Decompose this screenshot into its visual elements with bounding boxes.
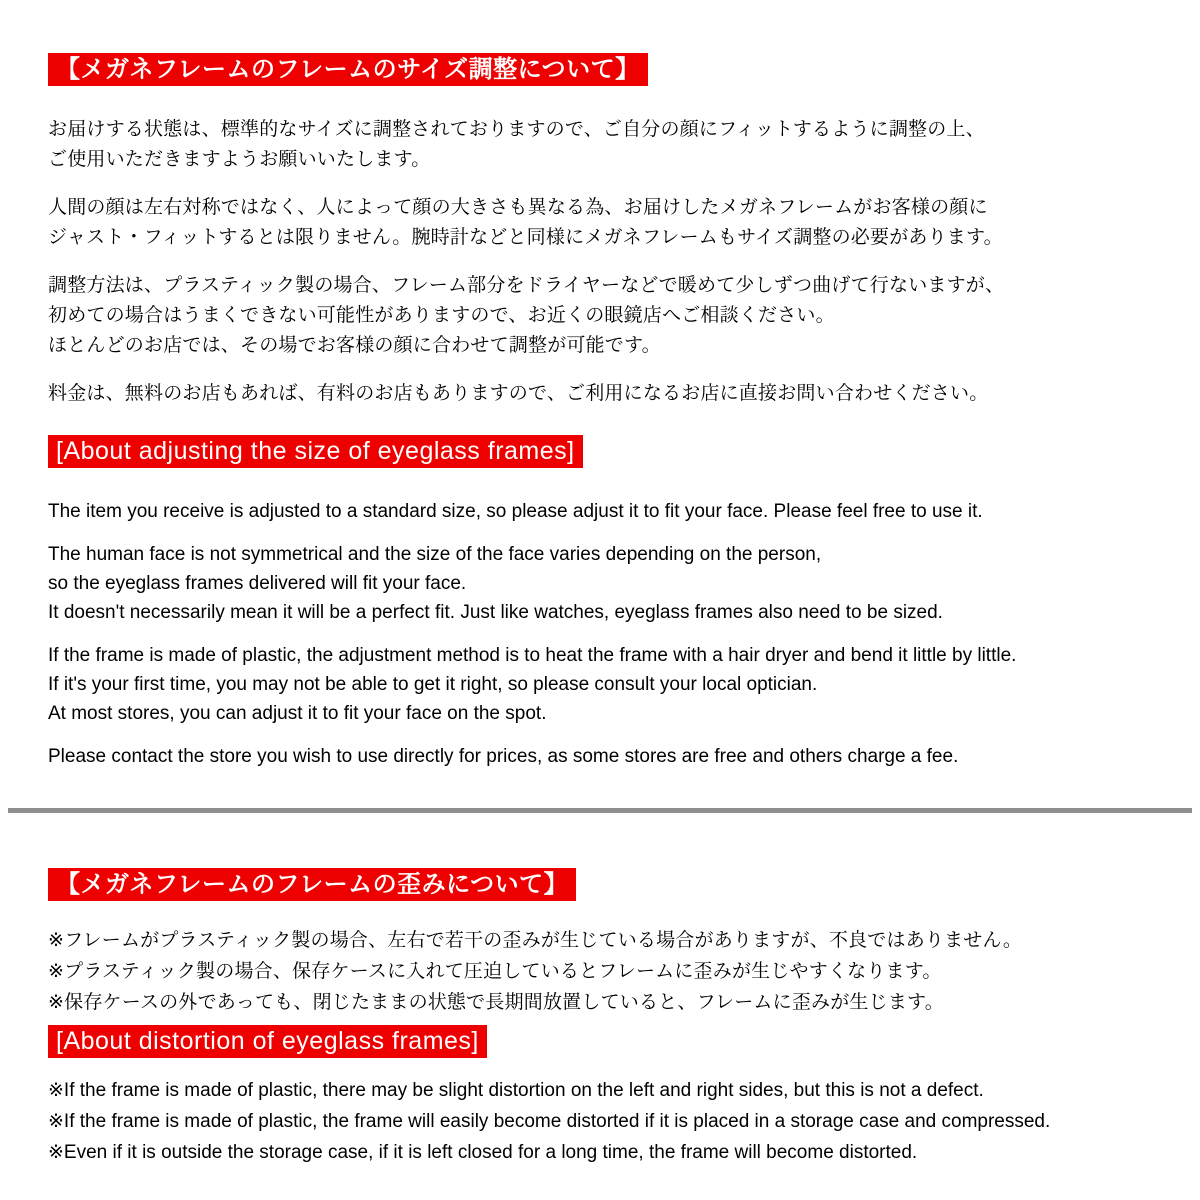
- en-size-paragraph-1: [48, 497, 1152, 526]
- text-line: The item you receive is adjusted to a standard size, so please adjust it to fit your face. Please feel free to use it.: [48, 501, 983, 522]
- text-line: 人間の顔は左右対称ではなく、人によって顔の大きさも異なる為、お届けしたメガネフレームがお客様の顔に: [48, 197, 988, 218]
- en-size-paragraph-2: [48, 540, 1152, 627]
- text-line: ご使用いただきますようお願いいたします。: [48, 149, 431, 170]
- text-line: 初めての場合はうまくできない可能性がありますので、お近くの眼鏡店へご相談ください。: [48, 305, 835, 326]
- size-adjustment-heading-jp: 【メガネフレームのフレームのサイズ調整について】: [48, 53, 648, 86]
- text-line: If the frame is made of plastic, the adjustment method is to heat the frame with a hair dryer and bend it little by little.: [48, 645, 1017, 666]
- section-size-adjustment-jp: [48, 53, 1152, 409]
- size-adjustment-heading-en: [About adjusting the size of eyeglass frames]: [48, 435, 583, 468]
- section-distortion-jp: [48, 868, 1152, 1018]
- heading-row: [48, 435, 1152, 468]
- distortion-heading-jp: 【メガネフレームのフレームの歪みについて】: [48, 868, 576, 901]
- distortion-heading-en: [About distortion of eyeglass frames]: [48, 1025, 487, 1058]
- en-size-paragraph-3: [48, 641, 1152, 728]
- jp-size-paragraph-1: [48, 115, 1152, 175]
- jp-size-paragraph-3: [48, 271, 1152, 361]
- text-line: Please contact the store you wish to use directly for prices, as some stores are free and others charge a fee.: [48, 746, 959, 767]
- text-line: 調整方法は、プラスティック製の場合、フレーム部分をドライヤーなどで暖めて少しずつ曲げて行ないますが、: [48, 275, 1005, 296]
- note-line: ※If the frame is made of plastic, the frame will easily become distorted if it is placed in a storage case and compressed.: [48, 1111, 1051, 1132]
- note-line: ※If the frame is made of plastic, there may be slight distortion on the left and right sides, but this is not a defect.: [48, 1080, 984, 1101]
- heading-row: [48, 1025, 1152, 1058]
- note-line: ※Even if it is outside the storage case, if it is left closed for a long time, the frame will become distorted.: [48, 1142, 918, 1163]
- section-distortion-en: [48, 1025, 1152, 1168]
- text-line: The human face is not symmetrical and the size of the face varies depending on the person,: [48, 544, 822, 565]
- text-line: If it's your first time, you may not be able to get it right, so please consult your local optician.: [48, 674, 818, 695]
- en-distortion-notes: [48, 1075, 1152, 1168]
- heading-row: [48, 53, 1152, 86]
- text-line: ほとんどのお店では、その場でお客様の顔に合わせて調整が可能です。: [48, 335, 661, 356]
- note-line: ※プラスティック製の場合、保存ケースに入れて圧迫しているとフレームに歪みが生じやすくなります。: [48, 961, 942, 982]
- en-size-paragraph-4: [48, 742, 1152, 771]
- section-size-adjustment-en: [48, 435, 1152, 771]
- section-divider: [8, 808, 1192, 813]
- jp-distortion-notes: [48, 925, 1152, 1018]
- text-line: 料金は、無料のお店もあれば、有料のお店もありますので、ご利用になるお店に直接お問い合わせください。: [48, 383, 989, 404]
- jp-size-paragraph-2: [48, 193, 1152, 253]
- text-line: ジャスト・フィットするとは限りません。腕時計などと同様にメガネフレームもサイズ調整の必要があります。: [48, 227, 1003, 248]
- text-line: お届けする状態は、標準的なサイズに調整されておりますので、ご自分の顔にフィットするように調整の上、: [48, 119, 985, 140]
- note-line: ※フレームがプラスティック製の場合、左右で若干の歪みが生じている場合がありますが、不良ではありません。: [48, 930, 1023, 951]
- text-line: It doesn't necessarily mean it will be a perfect fit. Just like watches, eyeglass frames also need to be sized.: [48, 602, 943, 623]
- note-line: ※保存ケースの外であっても、閉じたままの状態で長期間放置していると、フレームに歪みが生じます。: [48, 992, 944, 1013]
- heading-row: [48, 868, 1152, 901]
- jp-size-paragraph-4: [48, 379, 1152, 409]
- text-line: At most stores, you can adjust it to fit your face on the spot.: [48, 703, 547, 724]
- text-line: so the eyeglass frames delivered will fit your face.: [48, 573, 467, 594]
